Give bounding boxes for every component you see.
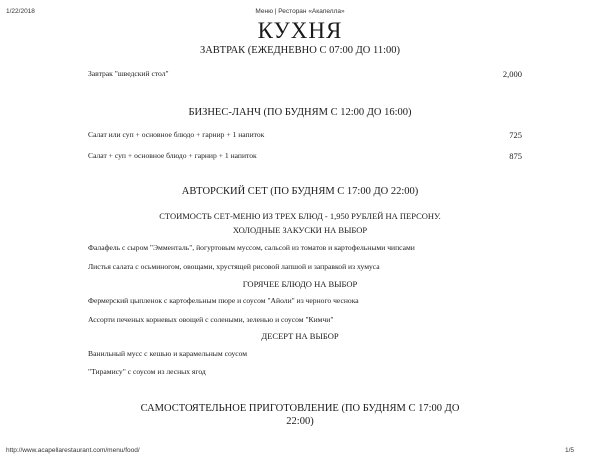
lunch-item-1-price: 725 bbox=[509, 130, 522, 140]
print-date: 1/22/2018 bbox=[6, 8, 35, 15]
hot-item-2: Ассорти печеных корневых овощей с солеными, зеленью и соусом "Кимчи" bbox=[88, 315, 334, 324]
author-set-cost: СТОИМОСТЬ СЕТ-МЕНЮ ИЗ ТРЕХ БЛЮД - 1,950 РУБЛЕЙ НА ПЕРСОНУ. bbox=[159, 211, 441, 221]
cold-item-1: Фалафель с сыром "Эмменталь", йогуртовым муссом, сальсой из томатов и картофельными чипсами bbox=[88, 243, 415, 252]
lunch-item-2-name: Салат + суп + основное блюдо + гарнир + 1 напиток bbox=[88, 151, 257, 160]
self-cooking-heading-line1: САМОСТОЯТЕЛЬНОЕ ПРИГОТОВЛЕНИЕ (ПО БУДНЯМ С 17:00 ДО bbox=[140, 403, 460, 414]
hot-dish-heading: ГОРЯЧЕЕ БЛЮДО НА ВЫБОР bbox=[242, 279, 358, 289]
print-page-title: Меню | Ресторан «Акапелла» bbox=[255, 8, 345, 15]
cold-item-2: Листья салата с осьминогом, овощами, хрустящей рисовой лапшой и заправкой из хумуса bbox=[88, 262, 380, 271]
breakfast-item-name: Завтрак "шведский стол" bbox=[88, 69, 169, 78]
page-url-link[interactable]: http://www.acapellarestaurant.com/menu/food/ bbox=[6, 447, 140, 454]
menu-title: КУХНЯ bbox=[257, 18, 343, 43]
page-number: 1/5 bbox=[564, 447, 574, 454]
breakfast-item-price: 2,000 bbox=[502, 69, 522, 79]
lunch-item-2-price: 875 bbox=[509, 151, 522, 161]
cold-appetizers-heading: ХОЛОДНЫЕ ЗАКУСКИ НА ВЫБОР bbox=[232, 225, 368, 235]
lunch-heading: БИЗНЕС-ЛАНЧ (ПО БУДНЯМ С 12:00 ДО 16:00) bbox=[188, 107, 412, 118]
breakfast-heading: ЗАВТРАК (ЕЖЕДНЕВНО С 07:00 ДО 11:00) bbox=[199, 45, 401, 56]
lunch-item-1-name: Салат или суп + основное блюдо + гарнир + 1 напиток bbox=[88, 130, 265, 139]
author-set-heading: АВТОРСКИЙ СЕТ (ПО БУДНЯМ С 17:00 ДО 22:00) bbox=[181, 186, 419, 197]
hot-item-1: Фермерский цыпленок с картофельным пюре и соусом "Айоли" из черного чеснока bbox=[88, 296, 359, 305]
dessert-item-1: Ванильный мусс с кешью и карамельным соусом bbox=[88, 349, 248, 358]
self-cooking-heading-line2: 22:00) bbox=[286, 416, 314, 427]
dessert-item-2: "Тирамису" с соусом из лесных ягод bbox=[88, 367, 206, 376]
print-footer bbox=[0, 445, 600, 459]
dessert-heading: ДЕСЕРТ НА ВЫБОР bbox=[261, 331, 339, 341]
self-cooking-heading bbox=[140, 402, 460, 428]
